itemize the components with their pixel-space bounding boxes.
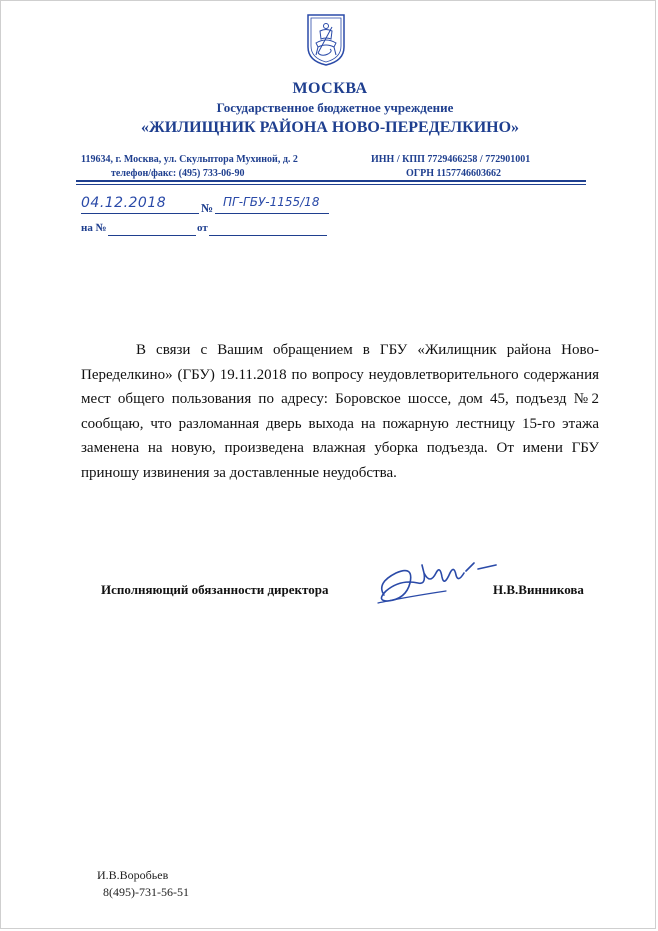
org-name: «ЖИЛИЩНИК РАЙОНА НОВО-ПЕРЕДЕЛКИНО»: [140, 119, 520, 136]
handwritten-signature-icon: [366, 543, 506, 613]
executor-phone: 8(495)-731-56-51: [103, 885, 189, 899]
org-ogrn: ОГРН 1157746603662: [406, 168, 501, 179]
header-divider: [76, 180, 586, 182]
header-divider-thin: [76, 184, 586, 185]
org-address: 119634, г. Москва, ул. Скульптора Мухиной, д. 2: [81, 154, 298, 165]
signatory-title: Исполняющий обязанности директора: [101, 582, 329, 597]
number-underline: [215, 213, 329, 214]
org-type: Государственное бюджетное учреждение: [216, 100, 454, 115]
date-underline: [81, 213, 199, 214]
moscow-coat-of-arms-icon: [306, 13, 346, 67]
incoming-number-underline: [108, 235, 196, 236]
outgoing-date: 04.12.2018: [81, 195, 167, 211]
org-phone: телефон/факс: (495) 733-06-90: [111, 168, 245, 179]
city-title: МОСКВА: [292, 80, 368, 97]
executor-name: И.В.Воробьев: [97, 868, 169, 882]
incoming-date-underline: [209, 235, 327, 236]
incoming-number-label: на №: [81, 222, 107, 234]
signatory-name: Н.В.Винникова: [493, 582, 584, 597]
org-inn-kpp: ИНН / КПП 7729466258 / 772901001: [371, 154, 531, 165]
number-label: №: [201, 201, 214, 215]
letter-body: В связи с Вашим обращением в ГБУ «Жилищник района Ново-Переделкино» (ГБУ) 19.11.2018 по вопросу неудовлетворительного содержания мест общего пользования по адресу: Боровское шоссе, дом 45, подъезд №2 сообщаю, что разломанная дверь выхода на пожарную лестницу 15-го этажа заменена на новую, произведена влажная уборка подъезда. От имени ГБУ приношу извинения за доставленные неудобства.: [81, 342, 599, 481]
incoming-date-label: от: [197, 222, 208, 234]
outgoing-number: ПГ-ГБУ-1155/18: [223, 195, 320, 209]
